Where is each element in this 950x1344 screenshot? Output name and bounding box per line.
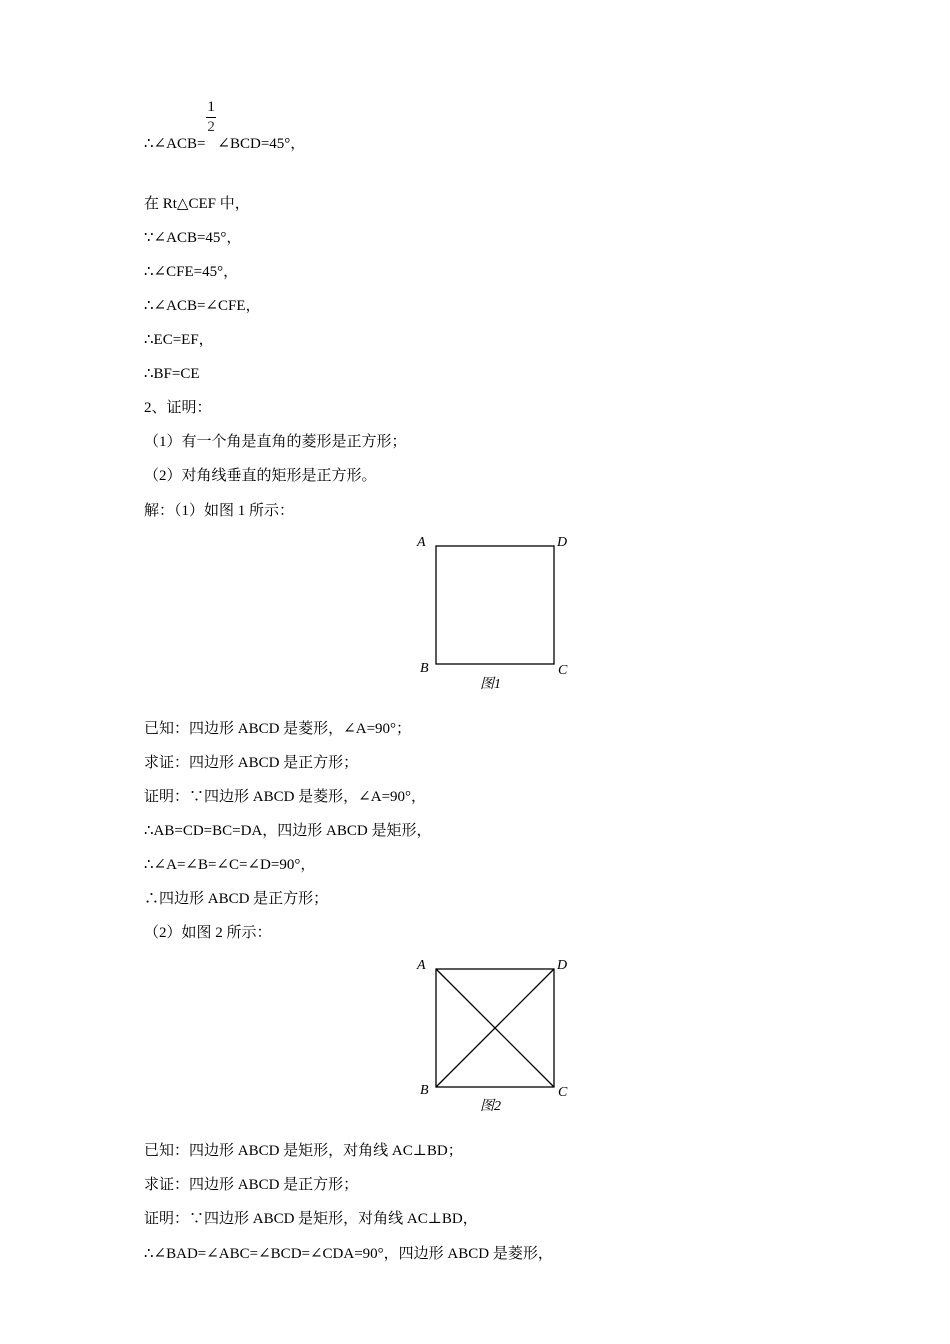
fraction-denominator: 2 xyxy=(207,119,215,135)
fraction-numerator: 1 xyxy=(207,99,215,115)
text-line-6: ∴BF=CE xyxy=(144,366,200,382)
text-segment: ∠BCD=45°， xyxy=(217,136,306,152)
vertex-label-d: D xyxy=(557,958,568,973)
figure-caption: 图1 xyxy=(480,677,501,692)
vertex-label-b: B xyxy=(420,1083,429,1098)
vertex-label-d: D xyxy=(557,535,568,550)
text-line-10: 解：（1）如图 1 所示： xyxy=(144,503,295,519)
text-line-12: 求证：四边形 ABCD 是正方形； xyxy=(144,755,359,771)
text-line-2: ∵∠ACB=45°， xyxy=(144,230,242,246)
text-line-17: （2）如图 2 所示： xyxy=(144,925,272,941)
text-segment: ∴∠ACB= xyxy=(144,136,206,152)
vertex-label-c: C xyxy=(558,663,568,678)
text-line-21: ∴∠BAD=∠ABC=∠BCD=∠CDA=90°，四边形 ABCD 是菱形， xyxy=(144,1246,553,1262)
text-line-13: 证明：∵四边形 ABCD 是菱形，∠A=90°， xyxy=(144,789,427,805)
text-line-1: 在 Rt△CEF 中， xyxy=(144,196,250,212)
text-line-14: ∴AB=CD=BC=DA，四边形 ABCD 是矩形， xyxy=(144,823,432,839)
text-line-4: ∴∠ACB=∠CFE， xyxy=(144,298,261,314)
vertex-label-a: A xyxy=(417,535,426,550)
text-line-18: 已知：四边形 ABCD 是矩形，对角线 AC⊥BD； xyxy=(144,1143,463,1159)
vertex-label-a: A xyxy=(417,958,426,973)
vertex-label-b: B xyxy=(420,661,429,676)
figure-caption: 图2 xyxy=(480,1099,501,1114)
text-line-16: ∴四边形 ABCD 是正方形； xyxy=(144,891,329,907)
figure-2-square-with-diagonals xyxy=(410,951,580,1121)
square-outline xyxy=(436,546,554,664)
figure-1-square xyxy=(410,528,580,698)
vertex-label-c: C xyxy=(558,1085,568,1100)
text-line-20: 证明：∵四边形 ABCD 是矩形，对角线 AC⊥BD， xyxy=(144,1211,478,1227)
text-line-8: （1）有一个角是直角的菱形是正方形； xyxy=(144,434,407,450)
text-line-0 xyxy=(144,99,306,154)
text-line-7: 2、证明： xyxy=(144,400,212,416)
fraction-one-half xyxy=(205,99,217,154)
text-line-5: ∴EC=EF， xyxy=(144,332,214,348)
text-line-3: ∴∠CFE=45°， xyxy=(144,264,239,280)
text-line-19: 求证：四边形 ABCD 是正方形； xyxy=(144,1177,359,1193)
text-line-15: ∴∠A=∠B=∠C=∠D=90°， xyxy=(144,857,316,873)
text-line-9: （2）对角线垂直的矩形是正方形。 xyxy=(144,468,377,484)
text-line-11: 已知：四边形 ABCD 是菱形，∠A=90°； xyxy=(144,721,412,737)
